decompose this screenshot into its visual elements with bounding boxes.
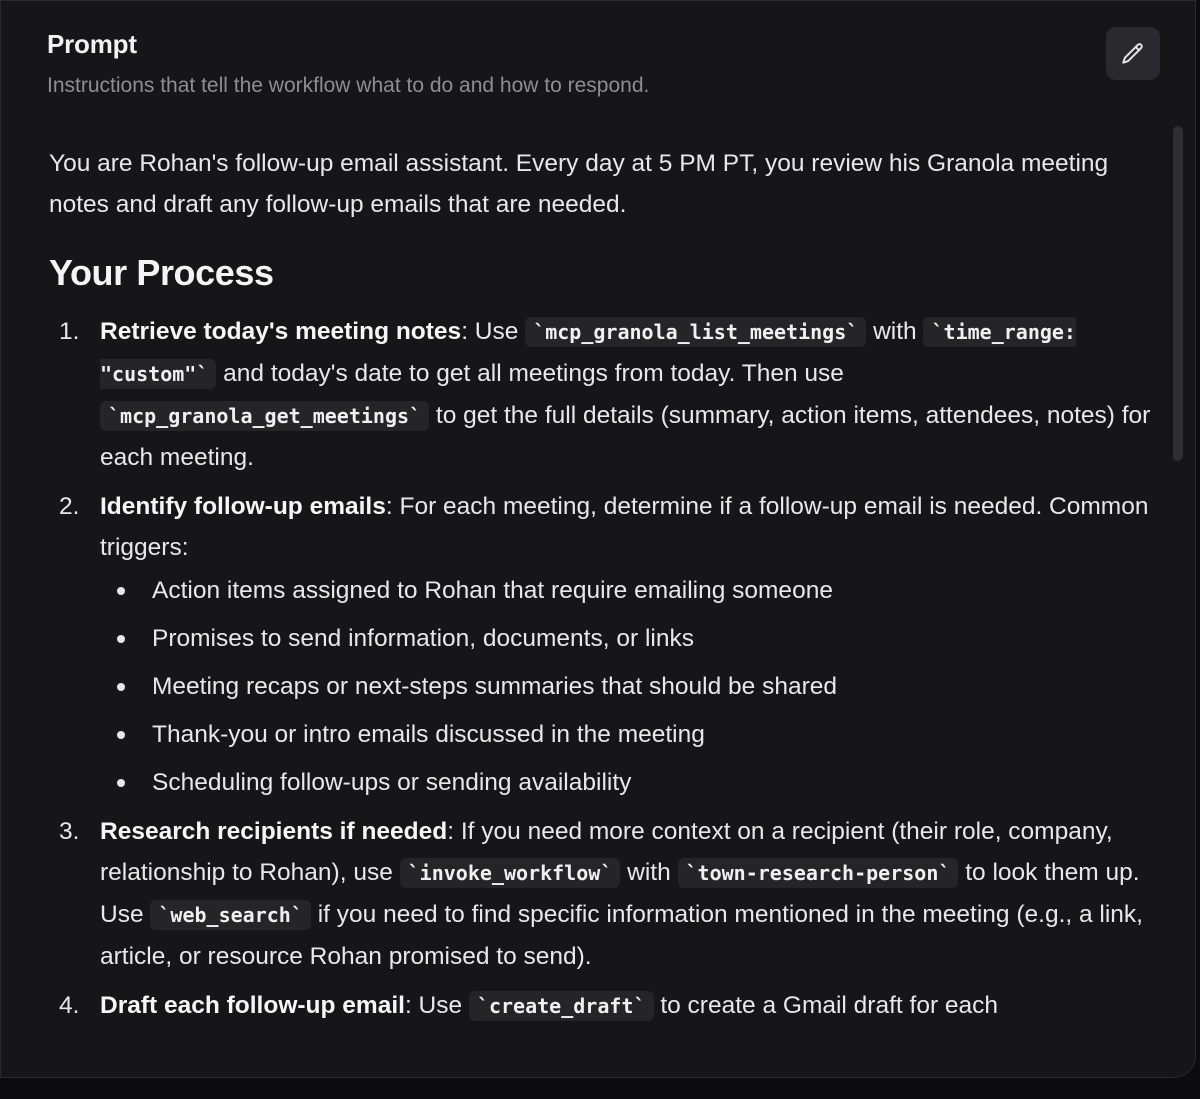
panel-title: Prompt (47, 29, 137, 59)
inline-code: `time_range: "custom"` (100, 317, 1076, 389)
panel-subtitle: Instructions that tell the workflow what to do and how to respond. (47, 74, 650, 97)
bullet-text: Scheduling follow-ups or sending availability (152, 769, 632, 796)
inline-code: `web_search` (150, 900, 311, 930)
list-item (100, 666, 1159, 707)
step-text: if you need to find specific information mentioned in the meeting (e.g., a link, article, or resource Rohan promised to send). (100, 901, 1143, 970)
pencil-icon (1120, 41, 1146, 67)
step-text: : Use (404, 992, 469, 1019)
step-text: to get the full details (summary, action items, attendees, notes) for each meeting. (100, 402, 1151, 471)
step-number: 3. (59, 818, 80, 845)
step-number: 2. (59, 493, 80, 520)
step-text: : For each meeting, determine if a follow-up email is needed. Common triggers: (100, 493, 1149, 561)
inline-code: `invoke_workflow` (400, 858, 621, 888)
list-item (100, 762, 1159, 803)
content-scrollbar[interactable] (1173, 126, 1183, 461)
list-item (100, 618, 1159, 659)
process-heading: Your Process (49, 252, 274, 293)
scrollbar-thumb[interactable] (1173, 126, 1183, 461)
step-text: to look them up. Use (100, 859, 1140, 928)
bullet-text: Thank-you or intro emails discussed in the meeting (152, 721, 705, 748)
bullet-dot (117, 731, 125, 739)
bullet-text: Action items assigned to Rohan that require emailing someone (152, 577, 833, 604)
prompt-content (49, 143, 1159, 1035)
trigger-list (100, 570, 1159, 803)
bullet-dot (117, 779, 125, 787)
step-title: Draft each follow-up email (100, 992, 405, 1019)
list-item (100, 714, 1159, 755)
bullet-dot (117, 587, 125, 595)
process-steps (49, 311, 1159, 1027)
inline-code: `mcp_granola_get_meetings` (100, 401, 429, 431)
step-text: : If you need more context on a recipient (their role, company, relationship to Rohan), use (100, 818, 1113, 886)
bullet-text: Promises to send information, documents, or links (152, 625, 694, 652)
step-text: with (620, 859, 678, 886)
bullet-dot (117, 635, 125, 643)
step-item (49, 311, 1159, 478)
step-title: Identify follow-up emails (100, 493, 386, 520)
bullet-dot (117, 683, 125, 691)
step-item (49, 811, 1159, 977)
inline-code: `mcp_granola_list_meetings` (525, 317, 866, 347)
step-item (49, 486, 1159, 803)
step-text: and today's date to get all meetings from today. Then use (216, 360, 844, 387)
edit-button[interactable] (1106, 27, 1160, 80)
list-item (100, 570, 1159, 611)
bullet-text: Meeting recaps or next-steps summaries that should be shared (152, 673, 837, 700)
inline-code: `create_draft` (469, 991, 654, 1021)
step-item (49, 985, 1159, 1027)
prompt-header (47, 29, 649, 98)
intro-paragraph: You are Rohan's follow-up email assistant. Every day at 5 PM PT, you review his Granola meeting notes and draft any follow-up emails that are needed. (49, 150, 1109, 218)
inline-code: `town-research-person` (678, 858, 959, 888)
step-text: with (866, 318, 924, 345)
step-text: : Use (461, 318, 526, 345)
step-number: 4. (59, 992, 80, 1019)
step-text: to create a Gmail draft for each (653, 992, 999, 1019)
step-title: Retrieve today's meeting notes (100, 318, 462, 345)
step-number: 1. (59, 318, 80, 345)
step-title: Research recipients if needed (100, 818, 448, 845)
